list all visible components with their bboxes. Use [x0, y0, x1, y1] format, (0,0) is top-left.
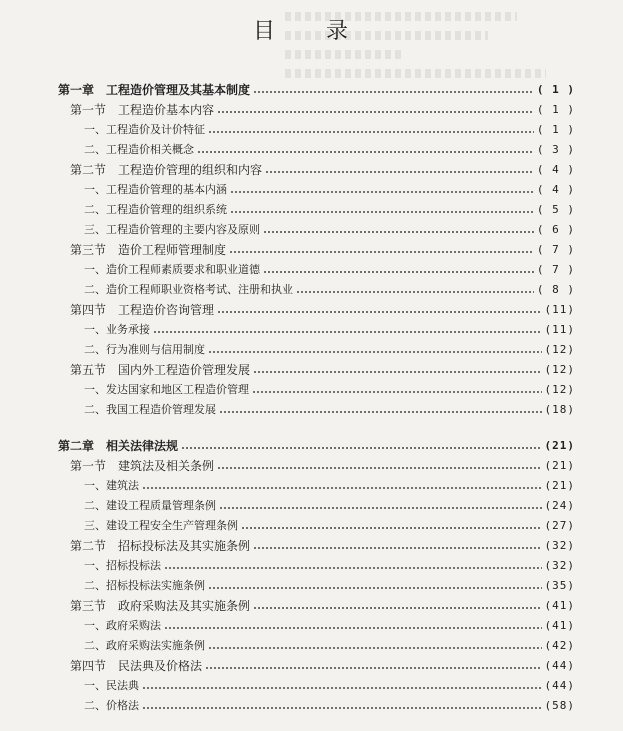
page-number: ( 4 ) — [536, 162, 575, 176]
dot-leader — [296, 291, 534, 293]
page-number: (11) — [544, 322, 575, 336]
toc-item-entry-label: 二、行为准则与信用制度 — [84, 343, 205, 356]
page-number: ( 5 ) — [536, 202, 575, 216]
toc-item-entry-label: 一、业务承接 — [84, 323, 150, 336]
toc-item-entry[interactable] — [0, 319, 623, 339]
dot-leader — [252, 391, 542, 393]
page-number: (41) — [544, 618, 575, 632]
dot-leader — [208, 587, 542, 589]
toc-item-entry-label: 一、政府采购法 — [84, 619, 161, 632]
toc-item-entry[interactable] — [0, 219, 623, 239]
toc-item-entry[interactable] — [0, 695, 623, 715]
toc-section-entry[interactable] — [0, 595, 623, 615]
page-number: ( 1 ) — [536, 82, 575, 96]
page-number: (58) — [544, 698, 575, 712]
dot-leader — [253, 91, 534, 93]
toc-section-entry[interactable] — [0, 99, 623, 119]
page-number: ( 1 ) — [536, 102, 575, 116]
table-of-contents — [0, 79, 623, 715]
toc-section-entry-label: 第三节 政府采购法及其实施条例 — [70, 598, 251, 613]
page-number: (21) — [544, 458, 575, 472]
chapter-block — [0, 435, 623, 715]
dot-leader — [217, 311, 541, 313]
dot-leader — [153, 331, 542, 333]
dot-leader — [142, 487, 542, 489]
page-number: (12) — [544, 342, 575, 356]
toc-item-entry[interactable] — [0, 139, 623, 159]
page-title: 目 录 — [253, 19, 370, 44]
page-number: (27) — [544, 518, 575, 532]
page-number: (44) — [544, 658, 575, 672]
toc-section-entry-label: 第一节 建筑法及相关条例 — [70, 458, 215, 473]
toc-section-entry-label: 第二节 工程造价管理的组织和内容 — [70, 162, 263, 177]
dot-leader — [217, 111, 534, 113]
page-number: ( 3 ) — [536, 142, 575, 156]
page-number: (41) — [544, 598, 575, 612]
dot-leader — [253, 371, 541, 373]
toc-item-entry-label: 一、工程造价及计价特征 — [84, 123, 205, 136]
dot-leader — [208, 131, 534, 133]
page-number: ( 4 ) — [536, 182, 575, 196]
toc-chapter-entry[interactable] — [0, 79, 623, 99]
dot-leader — [253, 607, 541, 609]
chapter-block — [0, 79, 623, 419]
toc-item-entry-label: 二、招标投标法实施条例 — [84, 579, 205, 592]
toc-item-entry-label: 一、工程造价管理的基本内涵 — [84, 183, 227, 196]
toc-item-entry[interactable] — [0, 555, 623, 575]
toc-section-entry[interactable] — [0, 239, 623, 259]
toc-chapter-entry[interactable] — [0, 435, 623, 455]
dot-leader — [208, 647, 542, 649]
page-number: (32) — [544, 538, 575, 552]
page-number: ( 6 ) — [536, 222, 575, 236]
toc-item-entry[interactable] — [0, 475, 623, 495]
toc-item-entry[interactable] — [0, 379, 623, 399]
dot-leader — [164, 567, 542, 569]
dot-leader — [263, 231, 534, 233]
toc-item-entry[interactable] — [0, 515, 623, 535]
page-number: ( 1 ) — [536, 122, 575, 136]
page-number: (11) — [544, 302, 575, 316]
page-number: (21) — [544, 438, 575, 452]
dot-leader — [229, 251, 534, 253]
toc-section-entry-label: 第一节 工程造价基本内容 — [70, 102, 215, 117]
dot-leader — [197, 151, 534, 153]
toc-item-entry[interactable] — [0, 339, 623, 359]
toc-item-entry-label: 一、发达国家和地区工程造价管理 — [84, 383, 249, 396]
toc-item-entry[interactable] — [0, 279, 623, 299]
toc-section-entry-label: 第四节 工程造价咨询管理 — [70, 302, 215, 317]
dot-leader — [205, 667, 541, 669]
dot-leader — [142, 707, 542, 709]
dot-leader — [217, 467, 541, 469]
page-number: (18) — [544, 402, 575, 416]
dot-leader — [230, 211, 534, 213]
toc-section-entry[interactable] — [0, 159, 623, 179]
dot-leader — [208, 351, 542, 353]
dot-leader — [241, 527, 542, 529]
page-number: ( 8 ) — [536, 282, 575, 296]
toc-item-entry-label: 二、造价工程师职业资格考试、注册和执业 — [84, 283, 293, 296]
dot-leader — [219, 411, 542, 413]
toc-chapter-entry-label: 第一章 工程造价管理及其基本制度 — [58, 82, 251, 97]
toc-item-entry-label: 二、政府采购法实施条例 — [84, 639, 205, 652]
toc-item-entry-label: 一、招标投标法 — [84, 559, 161, 572]
dot-leader — [230, 191, 534, 193]
toc-section-entry[interactable] — [0, 359, 623, 379]
page-number: (24) — [544, 498, 575, 512]
toc-item-entry-label: 二、我国工程造价管理发展 — [84, 403, 216, 416]
toc-section-entry-label: 第二节 招标投标法及其实施条例 — [70, 538, 251, 553]
toc-section-entry-label: 第五节 国内外工程造价管理发展 — [70, 362, 251, 377]
page-number: (44) — [544, 678, 575, 692]
toc-item-entry-label: 一、造价工程师素质要求和职业道德 — [84, 263, 260, 276]
page-number: ( 7 ) — [536, 242, 575, 256]
page-number: (21) — [544, 478, 575, 492]
dot-leader — [265, 171, 534, 173]
dot-leader — [263, 271, 534, 273]
page-number: (35) — [544, 578, 575, 592]
toc-item-entry[interactable] — [0, 615, 623, 635]
toc-item-entry[interactable] — [0, 675, 623, 695]
toc-item-entry[interactable] — [0, 495, 623, 515]
toc-item-entry-label: 三、工程造价管理的主要内容及原则 — [84, 223, 260, 236]
dot-leader — [253, 547, 541, 549]
toc-section-entry-label: 第四节 民法典及价格法 — [70, 658, 203, 673]
toc-item-entry[interactable] — [0, 399, 623, 419]
toc-item-entry-label: 一、建筑法 — [84, 479, 139, 492]
dot-leader — [181, 447, 541, 449]
page-number: (12) — [544, 382, 575, 396]
toc-section-entry[interactable] — [0, 655, 623, 675]
dot-leader — [142, 687, 542, 689]
toc-item-entry-label: 二、价格法 — [84, 699, 139, 712]
page-number: (42) — [544, 638, 575, 652]
toc-section-entry-label: 第三节 造价工程师管理制度 — [70, 242, 227, 257]
toc-item-entry[interactable] — [0, 635, 623, 655]
toc-item-entry[interactable] — [0, 199, 623, 219]
toc-item-entry-label: 二、工程造价管理的组织系统 — [84, 203, 227, 216]
toc-item-entry[interactable] — [0, 179, 623, 199]
toc-section-entry[interactable] — [0, 455, 623, 475]
toc-item-entry[interactable] — [0, 575, 623, 595]
toc-chapter-entry-label: 第二章 相关法律法规 — [58, 438, 179, 453]
toc-section-entry[interactable] — [0, 299, 623, 319]
toc-item-entry[interactable] — [0, 259, 623, 279]
toc-section-entry[interactable] — [0, 535, 623, 555]
dot-leader — [164, 627, 542, 629]
toc-item-entry-label: 一、民法典 — [84, 679, 139, 692]
page-number: (32) — [544, 558, 575, 572]
toc-item-entry-label: 二、建设工程质量管理条例 — [84, 499, 216, 512]
toc-item-entry[interactable] — [0, 119, 623, 139]
page-number: ( 7 ) — [536, 262, 575, 276]
dot-leader — [219, 507, 542, 509]
page-number: (12) — [544, 362, 575, 376]
toc-item-entry-label: 二、工程造价相关概念 — [84, 143, 194, 156]
toc-item-entry-label: 三、建设工程安全生产管理条例 — [84, 519, 238, 532]
